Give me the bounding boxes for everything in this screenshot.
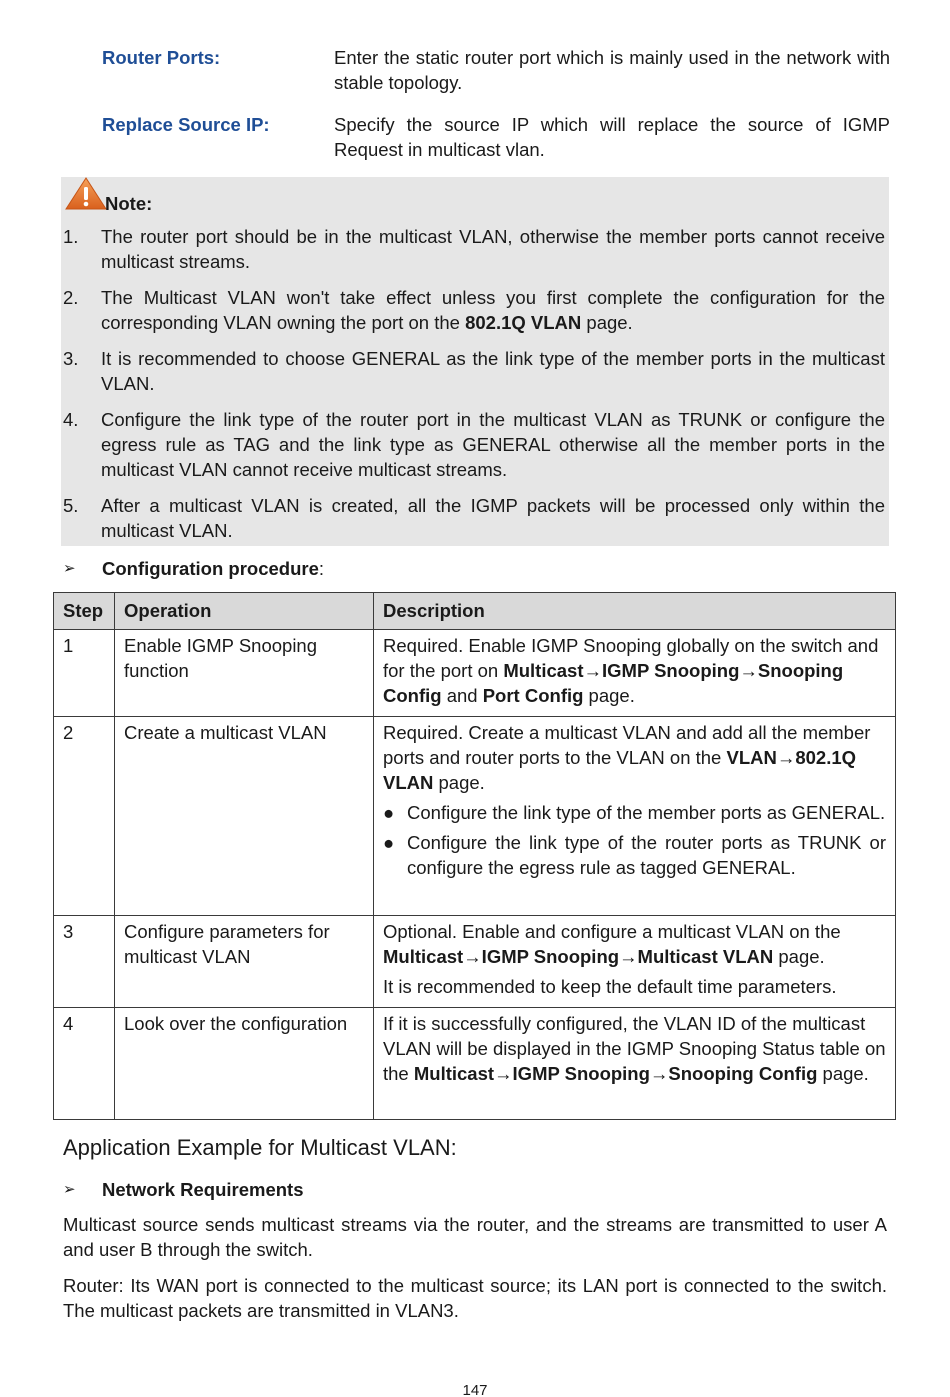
note-number: 4. [63, 409, 79, 430]
cell-step: 4 [54, 1008, 115, 1120]
note-item [61, 407, 887, 482]
chevron-right-icon: ➢ [63, 1181, 76, 1198]
table-row [54, 717, 896, 916]
cell-step: 1 [54, 630, 115, 717]
network-requirements-label: Network Requirements [102, 1179, 304, 1200]
note-item [61, 346, 887, 396]
desc-paragraph [383, 919, 886, 969]
note-number: 3. [63, 348, 79, 369]
config-procedure-label: Configuration procedure [102, 558, 319, 579]
cell-operation: Configure parameters for multicast VLAN [115, 916, 374, 1008]
param-definition: Enter the static router port which is mainly used in the network with stable topology. [334, 47, 890, 93]
param-definition: Specify the source IP which will replace the source of IGMP Request in multicast vlan. [334, 114, 890, 160]
header-step: Step [54, 593, 115, 630]
header-operation: Operation [115, 593, 374, 630]
desc-path: Multicast→IGMP Snooping→Snooping Config [383, 660, 844, 706]
desc-path: Multicast→IGMP Snooping→Snooping Config [413, 1063, 818, 1084]
note-item [61, 493, 887, 543]
note-number: 5. [63, 495, 79, 516]
desc-path: VLAN→802.1Q VLAN [383, 747, 857, 793]
param-replace-source-ip [102, 112, 890, 162]
bullet-text: Configure the link type of the member ports as GENERAL. [407, 802, 886, 823]
section-title: Application Example for Multicast VLAN: [63, 1135, 457, 1160]
note-text: Configure the link type of the router port in the multicast VLAN as TRUNK or configure the egress rule as TAG and the link type as GENERAL otherwise all the member ports in the multicast VLAN cannot receive multicast streams. [101, 409, 885, 480]
cell-operation: Look over the configuration [115, 1008, 374, 1120]
note-number: 2. [63, 287, 79, 308]
warning-triangle-icon [65, 177, 107, 211]
note-text: It is recommended to choose GENERAL as the link type of the member ports in the multicast VLAN. [101, 348, 885, 394]
desc-bullet [383, 830, 886, 880]
desc-text: page. [773, 946, 825, 967]
param-router-ports [102, 45, 890, 95]
note-title: Note: [105, 193, 153, 214]
cell-operation: Create a multicast VLAN [115, 717, 374, 916]
note-number: 1. [63, 226, 79, 247]
cell-description [374, 916, 896, 1008]
cell-description [374, 630, 896, 717]
cell-description [374, 1008, 896, 1120]
table-row [54, 1008, 896, 1120]
table-header-row [54, 593, 896, 630]
note-text [101, 285, 887, 335]
cell-operation: Enable IGMP Snooping function [115, 630, 374, 717]
table-row [54, 630, 896, 717]
bullet-dot-icon: ● [383, 802, 395, 823]
procedure-table [53, 592, 896, 1120]
desc-text: and [441, 685, 483, 706]
cell-step: 2 [54, 717, 115, 916]
desc-text: If it is successfully configured, the VLAN ID of the multicast VLAN will be displayed in the IGMP Snooping Status table on the [383, 1013, 886, 1084]
desc-text: page. [583, 685, 635, 706]
config-procedure-heading [63, 556, 324, 581]
note-list [61, 224, 887, 554]
desc-paragraph: It is recommended to keep the default time parameters. [383, 976, 837, 997]
cell-step: 3 [54, 916, 115, 1008]
desc-path: Multicast→IGMP Snooping→Multicast VLAN [383, 946, 774, 967]
desc-text: page. [433, 772, 485, 793]
note-item [61, 224, 887, 274]
table-row [54, 916, 896, 1008]
note-text: The router port should be in the multicast VLAN, otherwise the member ports cannot receive multicast streams. [101, 226, 885, 272]
config-procedure-colon: : [318, 558, 325, 579]
network-requirements-heading [63, 1177, 304, 1202]
paragraph: Multicast source sends multicast streams via the router, and the streams are transmitted to user A and user B through the switch. [63, 1214, 887, 1260]
header-description: Description [374, 593, 896, 630]
bullet-text: Configure the link type of the router ports as TRUNK or configure the egress rule as tagged GENERAL. [407, 832, 886, 878]
chevron-right-icon: ➢ [63, 560, 76, 577]
desc-path: Port Config [482, 685, 584, 706]
param-term: Replace Source IP: [102, 114, 270, 135]
desc-text: Optional. Enable and configure a multicast VLAN on the [383, 921, 841, 942]
desc-text: page. [817, 1063, 869, 1084]
param-term: Router Ports: [102, 47, 221, 68]
desc-bullet [383, 800, 886, 825]
bullet-dot-icon: ● [383, 832, 395, 853]
desc-text: Required. Create a multicast VLAN and add all the member ports and router ports to the VLAN on the [383, 722, 871, 768]
note-box [61, 177, 889, 546]
note-text: After a multicast VLAN is created, all the IGMP packets will be processed only within the multicast VLAN. [101, 495, 885, 541]
note-text-part: The Multicast VLAN won't take effect unless you first complete the configuration for the corresponding VLAN owning the port on the [101, 287, 885, 333]
desc-paragraph [383, 720, 886, 795]
note-text-part: page. [581, 312, 633, 333]
note-link-802-1q-vlan: 802.1Q VLAN [465, 312, 582, 333]
page-number: 147 [462, 1382, 488, 1397]
note-item [61, 285, 887, 335]
cell-description [374, 717, 896, 916]
desc-text: Required. Enable IGMP Snooping globally on the switch and for the port on [383, 635, 879, 681]
paragraph: Router: Its WAN port is connected to the multicast source; its LAN port is connected to the switch. The multicast packets are transmitted in VLAN3. [63, 1275, 887, 1321]
